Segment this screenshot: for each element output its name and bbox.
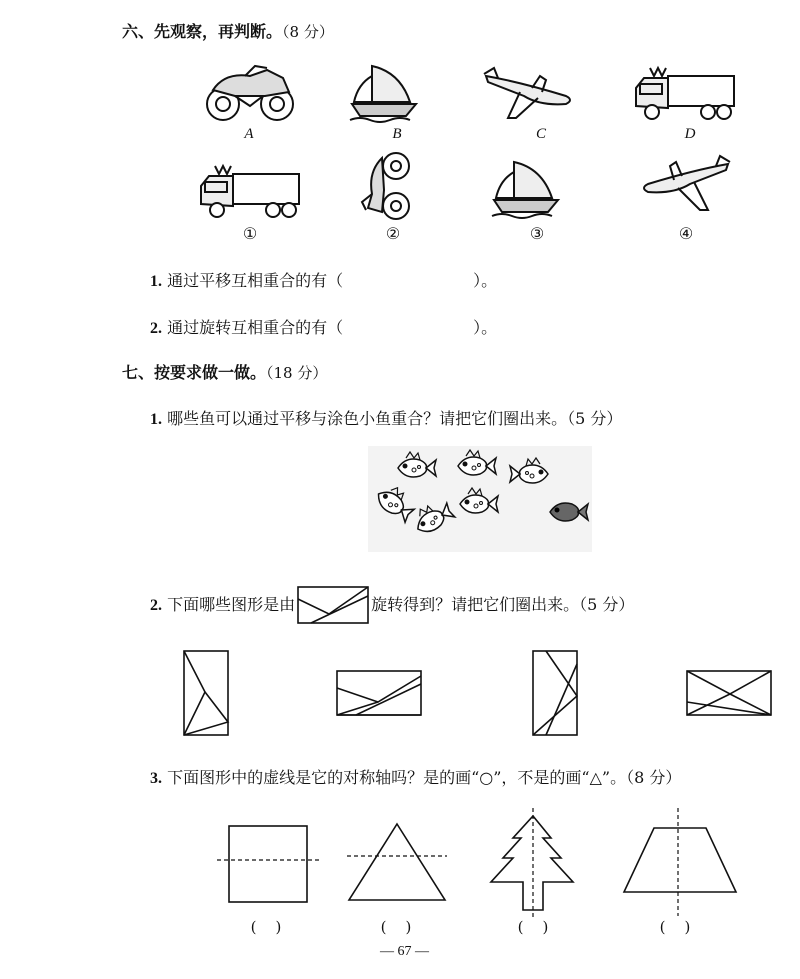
rotated-airplane-icon <box>638 156 734 216</box>
rotation-option-4[interactable] <box>686 670 772 716</box>
picture-label-3: ③ <box>529 224 545 243</box>
tree-figure <box>485 806 581 918</box>
fish-group <box>368 446 592 552</box>
section-6-heading <box>122 19 334 42</box>
picture-label-c: C <box>535 126 546 142</box>
truck-icon <box>632 64 738 124</box>
picture-label-2: ② <box>385 224 401 243</box>
answer-blank-tree[interactable]: ( ) <box>517 918 549 936</box>
reference-rectangle <box>297 586 369 624</box>
rotation-option-2[interactable] <box>336 670 422 716</box>
square-figure <box>215 818 327 904</box>
picture-label-d: D <box>684 126 696 142</box>
question-6-1: 1. 通过平移互相重合的有（ ）。 <box>150 271 498 290</box>
page-number: — 67 — <box>380 944 429 959</box>
section-7-points: （18 分） <box>266 364 328 382</box>
section-6-points: （8 分） <box>282 23 334 41</box>
sailboat-icon <box>490 158 562 220</box>
picture-label-a: A <box>244 126 254 142</box>
picture-label-b: B <box>392 126 402 142</box>
picture-label-1: ① <box>242 224 258 243</box>
answer-blank-square[interactable]: ( ) <box>250 918 282 936</box>
trapezoid-figure <box>620 806 740 918</box>
section-7-title: 七、按要求做一做。 <box>122 363 267 382</box>
question-6-2: 2. 通过旋转互相重合的有（ ）。 <box>150 318 498 337</box>
rotation-option-1[interactable] <box>183 650 229 736</box>
answer-blank-triangle[interactable]: ( ) <box>380 918 412 936</box>
picture-label-4: ④ <box>678 224 694 243</box>
question-7-2: 2. 下面哪些图形是由 旋转得到？请把它们圈出来。（5 分） <box>150 592 634 615</box>
truck-icon <box>197 160 303 222</box>
motorcycle-icon <box>205 62 295 124</box>
section-6-title: 六、先观察，再判断。 <box>122 22 283 41</box>
question-7-3: 3. 下面图形中的虚线是它的对称轴吗？是的画“○”，不是的画“△”。（8 分） <box>150 768 682 787</box>
airplane-icon <box>480 66 576 122</box>
triangle-figure <box>345 818 449 904</box>
answer-blank-trapezoid[interactable]: ( ) <box>659 918 691 936</box>
rotation-option-3[interactable] <box>532 650 578 736</box>
question-7-1: 1. 哪些鱼可以通过平移与涂色小鱼重合？请把它们圈出来。（5 分） <box>150 409 623 428</box>
section-7-heading <box>122 360 327 383</box>
rotated-motorcycle-icon <box>358 150 414 222</box>
sailboat-icon <box>348 62 420 124</box>
